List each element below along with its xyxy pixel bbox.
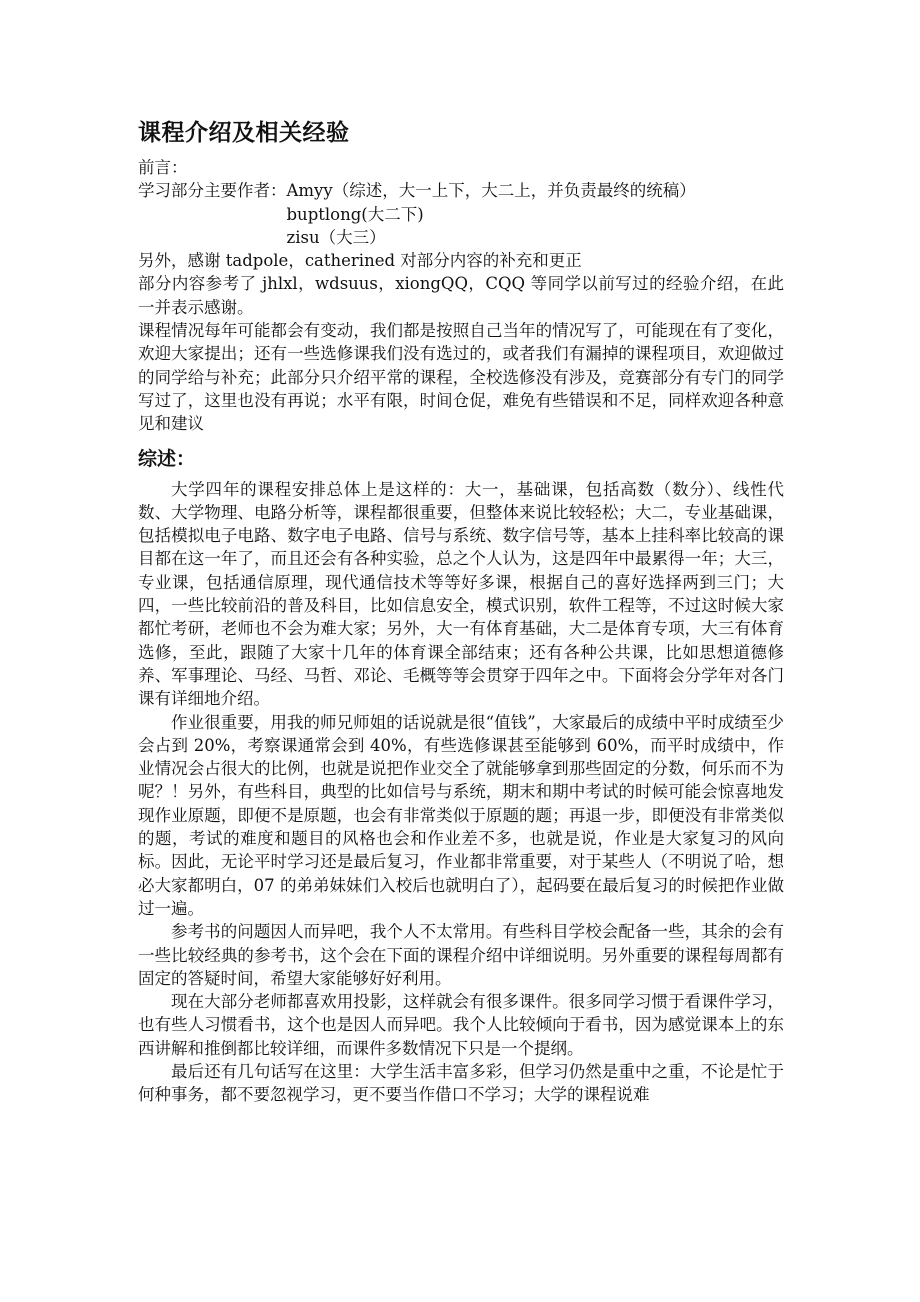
authors-block (138, 179, 784, 249)
body-paragraph: 现在大部分老师都喜欢用投影，这样就会有很多课件。很多同学习惯于看课件学习，也有些人习惯看书，这个也是因人而异吧。我个人比较倾向于看书，因为感觉课本上的东西讲解和推倒都比较详细，而课件多数情况下只是一个提纲。 (138, 992, 784, 1058)
body-paragraph: 大学四年的课程安排总体上是这样的：大一，基础课，包括高数（数分）、线性代数、大学物理、电路分析等，课程都很重要，但整体来说比较轻松；大二，专业基础课，包括模拟电子电路、数字电子电路、信号与系统、数字信号等，基本上挂科率比较高的课目都在这一年了，而且还会有各种实验，总之个人认为，这是四年中最累得一年；大三，专业课，包括通信原理，现代通信技术等等好多课，根据自己的喜好选择两到三门；大四，一些比较前沿的普及科目，比如信息安全，模式识别，软件工程等，不过这时候大家都忙考研，老师也不会为难大家；另外，大一有体育基础，大二是体育专项，大三有体育选修，至此，跟随了大家十几年的体育课全部结束；还有各种公共课，比如思想道德修养、军事理论、马经、马哲、邓论、毛概等等会贯穿于四年之中。下面将会分学年对各门课有详细地介绍。 (138, 479, 784, 709)
author-entry: Amyy（综述，大一上下，大二上，并负责最终的统稿） (286, 181, 696, 201)
notice-paragraph: 课程情况每年可能都会有变动，我们都是按照自己当年的情况写了，可能现在有了变化，欢迎大家提出；还有一些选修课我们没有选过的，或者我们有漏掉的课程项目，欢迎做过的同学给与补充；此部分只介绍平常的课程，全校选修没有涉及，竞赛部分有专门的同学写过了，这里也没有再说；水平有限，时间仓促，难免有些错误和不足，同样欢迎各种意见和建议 (138, 321, 784, 434)
thanks-paragraph: 另外，感谢 tadpole，catherined 对部分内容的补充和更正 (138, 251, 582, 271)
author-entry: zisu（大三） (286, 227, 386, 247)
authors-label: 学习部分主要作者： (138, 181, 287, 201)
body-paragraph: 参考书的问题因人而异吧，我个人不太常用。有些科目学校会配备一些，其余的会有一些比较经典的参考书，这个会在下面的课程介绍中详细说明。另外重要的课程每周都有固定的答疑时间，希望大家能够好好利用。 (138, 922, 784, 988)
authors-list (287, 179, 696, 249)
preface-label: 前言： (138, 158, 188, 177)
document-title: 课程介绍及相关经验 (138, 120, 350, 146)
document-page (138, 118, 784, 1107)
author-entry: buptlong(大二下) (286, 204, 424, 224)
overview-heading: 综述： (138, 447, 196, 470)
body-paragraph: 最后还有几句话写在这里：大学生活丰富多彩，但学习仍然是重中之重，不论是忙于何种事务，都不要忽视学习，更不要当作借口不学习；大学的课程说难 (138, 1061, 784, 1105)
references-paragraph: 部分内容参考了 jhlxl，wdsuus，xiongQQ，CQQ 等同学以前写过的经验介绍，在此一并表示感谢。 (138, 274, 784, 317)
body-paragraph: 作业很重要，用我的师兄师姐的话说就是很“值钱”，大家最后的成绩中平时成绩至少会占到 20%，考察课通常会到 40%，有些选修课甚至能够到 60%，而平时成绩中，作业情况会占很大的比例，也就是说把作业交全了就能够拿到那些固定的分数，何乐而不为呢？！另外，有些科目，典型的比如信号与系统，期末和期中考试的时候可能会惊喜地发现作业原题，即便不是原题，也会有非常类似于原题的题；再退一步，即便没有非常类似的题，考试的难度和题目的风格也会和作业差不多，也就是说，作业是大家复习的风向标。因此，无论平时学习还是最后复习，作业都非常重要，对于某些人（不明说了哈，想必大家都明白，07 的弟弟妹妹们入校后也就明白了），起码要在最后复习的时候把作业做过一遍。 (138, 712, 784, 918)
